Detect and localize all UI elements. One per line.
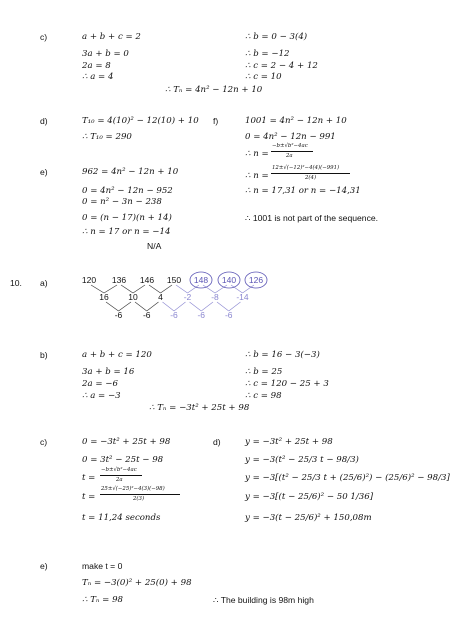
q10-part-c-label: c) bbox=[40, 437, 48, 447]
sequence-terms bbox=[82, 275, 263, 285]
q10-part-e-label: e) bbox=[40, 561, 48, 571]
f-n-den-1: 2a bbox=[286, 153, 293, 159]
sequence-term: 126 bbox=[248, 275, 264, 285]
c2-t-den-2: 2(3) bbox=[133, 496, 145, 502]
b-right-1: ∴ b = 16 − 3(−3) bbox=[245, 350, 320, 360]
c2-t-lhs-1: t = bbox=[82, 473, 96, 483]
c-eq-2: 3a + b = 0 bbox=[82, 49, 129, 59]
d2-eq-1: y = −3t² + 25t + 98 bbox=[245, 437, 333, 447]
f-solution: ∴ n = 17,31 or n = −14,31 bbox=[245, 186, 361, 196]
first-difference: 4 bbox=[158, 292, 163, 302]
second-difference: -6 bbox=[197, 310, 206, 320]
q10-part-b-label: b) bbox=[40, 350, 48, 360]
c-right-3: ∴ c = 2 − 4 + 12 bbox=[245, 61, 318, 71]
b-general-term: ∴ Tₙ = −3t² + 25t + 98 bbox=[149, 403, 250, 413]
e2-eq-1: make t = 0 bbox=[82, 561, 123, 571]
b-right-4: ∴ c = 98 bbox=[245, 391, 282, 401]
c2-fraction-bar-2 bbox=[100, 494, 180, 495]
d-eq-1: T₁₀ = 4(10)² − 12(10) + 10 bbox=[82, 116, 199, 126]
sequence-term: 136 bbox=[111, 275, 127, 285]
sequence-term: 150 bbox=[166, 275, 182, 285]
e-eq-4: 0 = (n − 17)(n + 14) bbox=[82, 213, 172, 223]
c-general-term: ∴ Tₙ = 4n² − 12n + 10 bbox=[165, 85, 263, 95]
e-eq-1: 962 = 4n² − 12n + 10 bbox=[82, 167, 179, 177]
first-difference: -14 bbox=[236, 292, 249, 302]
b-eq-4: ∴ a = −3 bbox=[82, 391, 121, 401]
second-difference: -6 bbox=[224, 310, 233, 320]
first-difference: 16 bbox=[99, 292, 109, 302]
first-difference: -8 bbox=[211, 292, 219, 302]
d2-eq-5: y = −3(t − 25/6)² + 150,08m bbox=[245, 513, 372, 523]
c2-t-num-2: 25±√(−25)²−4(3)(−98) bbox=[101, 486, 165, 492]
second-differences bbox=[115, 310, 233, 320]
second-difference: -6 bbox=[114, 310, 123, 320]
sequence-term: 120 bbox=[81, 275, 97, 285]
c2-t-num-1: −b±√b²−4ac bbox=[101, 467, 137, 473]
second-difference: -6 bbox=[170, 310, 178, 320]
f-n-den-2: 2(4) bbox=[305, 175, 317, 181]
e-eq-2: 0 = 4n² − 12n − 952 bbox=[82, 186, 173, 196]
c2-t-den-1: 2a bbox=[116, 477, 123, 483]
c-right-1: ∴ b = 0 − 3(4) bbox=[245, 32, 308, 42]
e-eq-3: 0 = n² − 3n − 238 bbox=[82, 197, 162, 207]
f-conclusion: ∴ 1001 is not part of the sequence. bbox=[245, 213, 379, 223]
second-difference: -6 bbox=[142, 310, 151, 320]
sequence-term: 148 bbox=[193, 275, 209, 285]
q10-part-d-label: d) bbox=[213, 437, 221, 447]
first-difference: -2 bbox=[183, 292, 192, 302]
part-f-label: f) bbox=[213, 116, 219, 126]
first-difference: 10 bbox=[128, 292, 138, 302]
f-n-lhs-2: ∴ n = bbox=[245, 171, 269, 181]
b-eq-3: 2a = −6 bbox=[82, 379, 118, 389]
difference-connector-lines bbox=[91, 285, 254, 311]
part-d-label: d) bbox=[40, 116, 48, 126]
e-eq-5: ∴ n = 17 or n = −14 bbox=[82, 227, 171, 237]
d2-eq-3: y = −3[(t² − 25/3 t + (25/6)²) − (25/6)² − 98/3] bbox=[245, 473, 450, 483]
c-eq-1: a + b + c = 2 bbox=[82, 32, 141, 42]
part-c-label: c) bbox=[40, 32, 48, 42]
b-right-3: ∴ c = 120 − 25 + 3 bbox=[245, 379, 329, 389]
sequence-term: 146 bbox=[139, 275, 155, 285]
e2-eq-3: ∴ Tₙ = 98 bbox=[82, 595, 124, 605]
c-eq-3: 2a = 8 bbox=[82, 61, 111, 71]
e-not-applicable: N/A bbox=[147, 241, 162, 251]
f-n-num-2: 12±√(−12)²−4(4)(−991) bbox=[272, 165, 340, 171]
b-right-2: ∴ b = 25 bbox=[245, 367, 283, 377]
first-differences bbox=[99, 292, 249, 302]
d-eq-2: ∴ T₁₀ = 290 bbox=[82, 132, 132, 142]
c2-eq-1: 0 = −3t² + 25t + 98 bbox=[82, 437, 171, 447]
c2-fraction-bar-1 bbox=[100, 475, 142, 476]
b-eq-1: a + b + c = 120 bbox=[82, 350, 152, 360]
f-n-lhs-1: ∴ n = bbox=[245, 149, 269, 159]
c2-solution: t = 11,24 seconds bbox=[82, 513, 161, 523]
d2-eq-2: y = −3(t² − 25/3 t − 98/3) bbox=[245, 455, 359, 465]
e2-conclusion: ∴ The building is 98m high bbox=[213, 595, 314, 605]
f-eq-1: 1001 = 4n² − 12n + 10 bbox=[245, 116, 347, 126]
e2-eq-2: Tₙ = −3(0)² + 25(0) + 98 bbox=[82, 578, 192, 588]
c-right-4: ∴ c = 10 bbox=[245, 72, 282, 82]
b-eq-2: 3a + b = 16 bbox=[82, 367, 135, 377]
sequence-term: 140 bbox=[221, 275, 237, 285]
question-number: 10. bbox=[10, 278, 22, 288]
d2-eq-4: y = −3[(t − 25/6)² − 50 1/36] bbox=[245, 492, 374, 502]
c2-t-lhs-2: t = bbox=[82, 492, 96, 502]
f-eq-2: 0 = 4n² − 12n − 991 bbox=[245, 132, 336, 142]
c2-eq-2: 0 = 3t² − 25t − 98 bbox=[82, 455, 164, 465]
f-n-num-1: −b±√b²−4ac bbox=[272, 143, 308, 149]
part-e-label: e) bbox=[40, 167, 48, 177]
q10-part-a-label: a) bbox=[40, 278, 48, 288]
c-eq-4: ∴ a = 4 bbox=[82, 72, 114, 82]
c-right-2: ∴ b = −12 bbox=[245, 49, 290, 59]
